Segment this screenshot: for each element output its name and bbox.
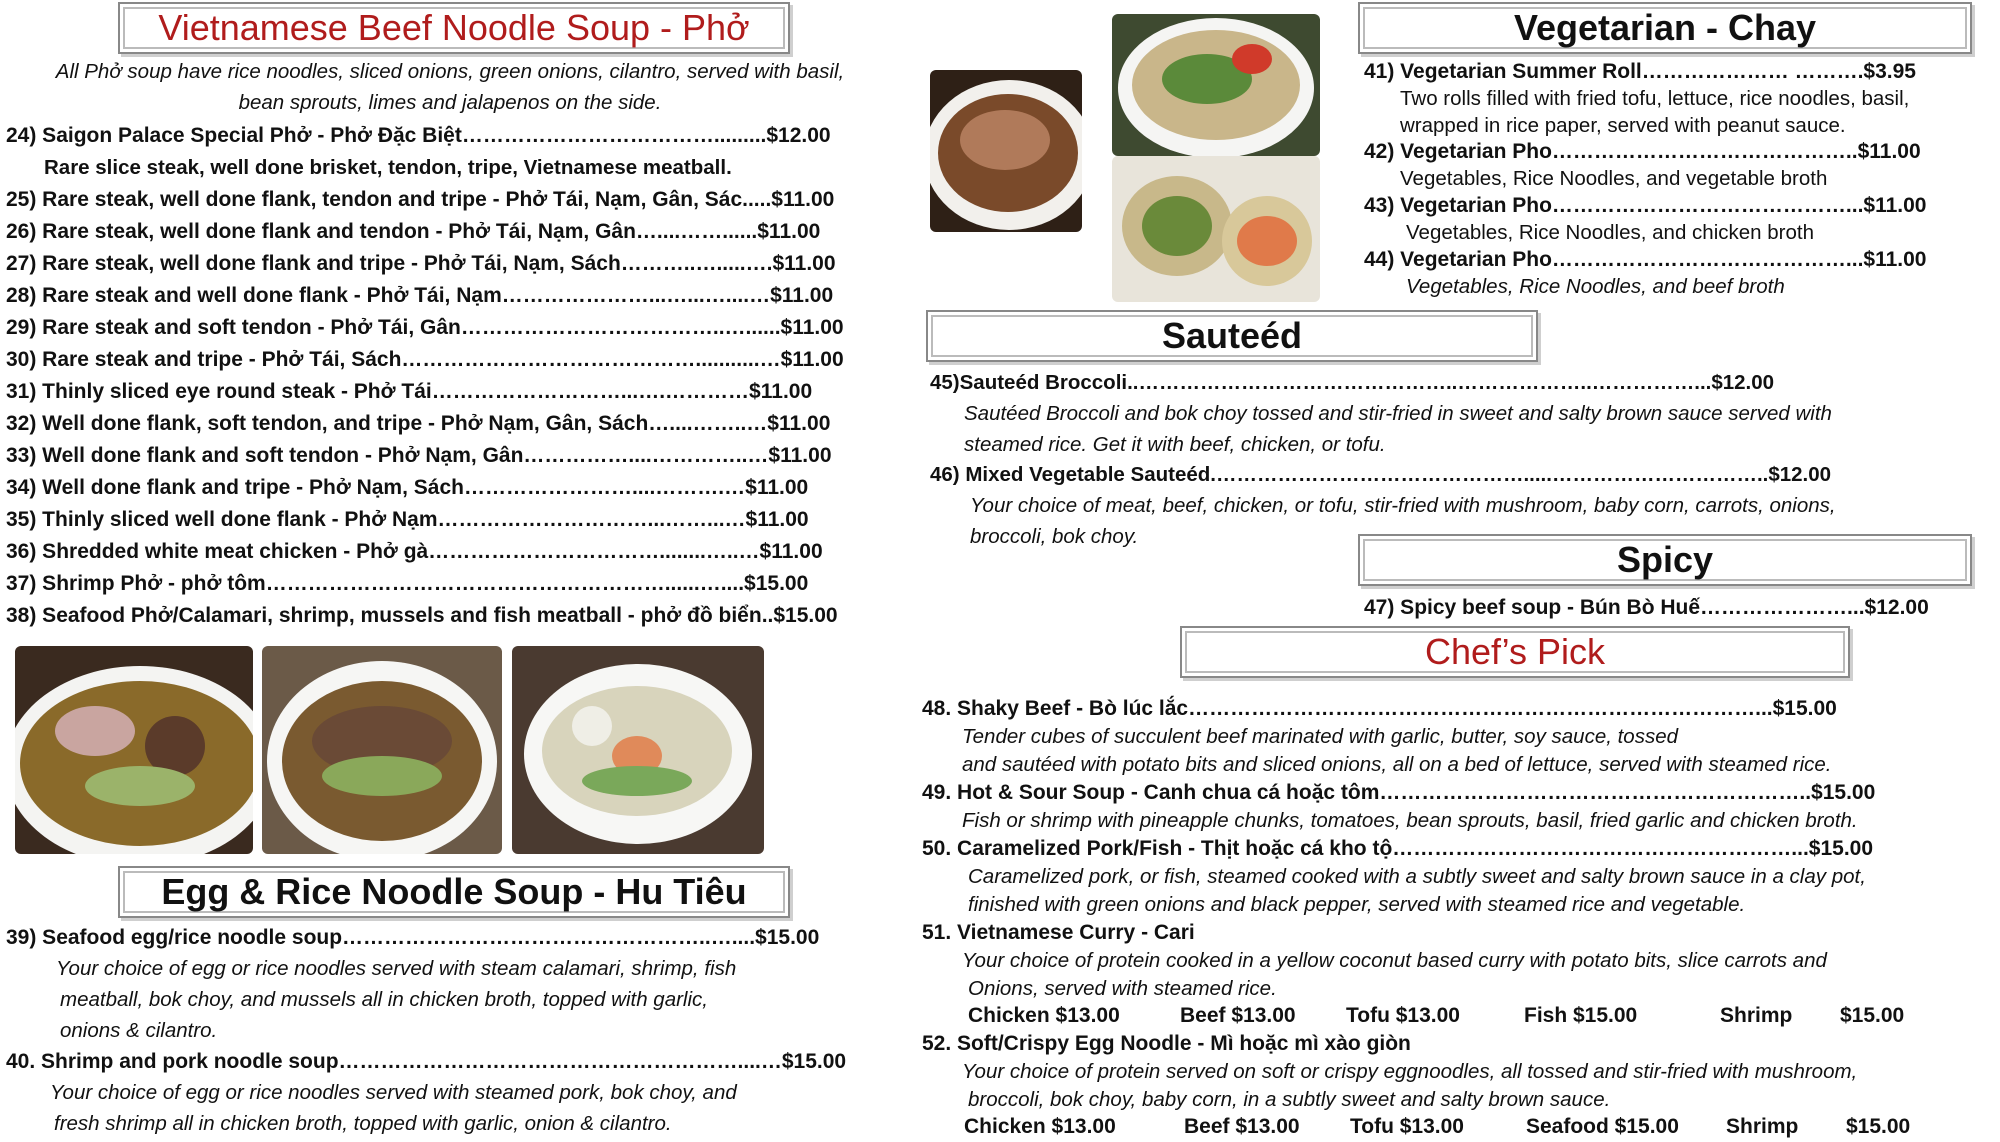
menu-item-desc: Sautéed Broccoli and bok choy tossed and stir-fried in sweet and salty brown sauce served with (964, 402, 1832, 425)
curry-option: Shrimp (1720, 1004, 1793, 1027)
menu-item-desc: Caramelized pork, or fish, steamed cooked with a subtly sweet and salty brown sauce in a clay pot, (968, 865, 1866, 888)
menu-item-desc: meatball, bok choy, and mussels all in chicken broth, topped with garlic, (60, 988, 708, 1011)
menu-item-desc: Fish or shrimp with pineapple chunks, tomatoes, bean sprouts, basil, fried garlic and chicken broth. (962, 809, 1858, 832)
summer-roll-photo (1112, 156, 1320, 302)
menu-item: 52. Soft/Crispy Egg Noodle - Mì hoặc mì xào giòn (922, 1032, 1411, 1055)
menu-item-desc: steamed rice. Get it with beef, chicken, or tofu. (964, 433, 1386, 456)
menu-item: 39) Seafood egg/rice noodle soup……………………………………………..…....$15.00 (6, 926, 820, 949)
menu-item: 48. Shaky Beef - Bò lúc lắc………………………………………………………………………...$15.00 (922, 697, 1837, 720)
pho-intro-line: bean sprouts, limes and jalapenos on the side. (238, 91, 662, 114)
menu-item: 25) Rare steak, well done flank, tendon and tripe - Phở Tái, Nạm, Gân, Sác.....$11.00 (6, 188, 835, 211)
curry-option: Beef $13.00 (1180, 1004, 1296, 1027)
menu-item: 37) Shrimp Phở - phở tôm…………………………………………………......…....$15.00 (6, 572, 809, 595)
menu-item-desc: wrapped in rice paper, served with peanut sauce. (1400, 114, 1846, 137)
menu-item: 30) Rare steak and tripe - Phở Tái, Sách……………………………………...........…$11.00 (6, 348, 844, 371)
menu-item: 31) Thinly sliced eye round steak - Phở Tái………………………...….…………$11.00 (6, 380, 813, 403)
menu-item-desc: Your choice of egg or rice noodles served with steamed pork, bok choy, and (50, 1081, 737, 1104)
hu-tieu-section-header: Egg & Rice Noodle Soup - Hu Tiêu (118, 866, 790, 918)
curry-option: Fish $15.00 (1524, 1004, 1638, 1027)
curry-option: Chicken $13.00 (968, 1004, 1120, 1027)
noodle-option: $15.00 (1846, 1115, 1911, 1138)
menu-item-desc: fresh shrimp all in chicken broth, topped with garlic, onion & cilantro. (54, 1112, 672, 1135)
menu-item-desc: Your choice of protein cooked in a yellow coconut based curry with potato bits, slice carrots and (962, 949, 1827, 972)
noodle-option: Beef $13.00 (1184, 1115, 1300, 1138)
vegetarian-pho-photo (1112, 14, 1320, 156)
menu-item-desc: broccoli, bok choy. (970, 525, 1139, 548)
menu-item: 36) Shredded white meat chicken - Phở gà……………………………........…..…$11.00 (6, 540, 823, 563)
menu-item: 27) Rare steak, well done flank and tripe - Phở Tái, Nạm, Sách………..….....….$11.00 (6, 252, 836, 275)
menu-item-desc: Onions, served with steamed rice. (968, 977, 1277, 1000)
pho-photo-1 (15, 646, 253, 854)
menu-item: 32) Well done flank, soft tendon, and tripe - Phở Nạm, Gân, Sách…....……..…$11.00 (6, 412, 831, 435)
menu-item-desc: Vegetables, Rice Noodles, and beef broth (1406, 275, 1785, 298)
pho-photo-2 (262, 646, 502, 854)
noodle-option: Shrimp (1726, 1115, 1799, 1138)
pho-intro-line: All Phở soup have rice noodles, sliced onions, green onions, cilantro, served with basil, (55, 60, 845, 83)
menu-item: 24) Saigon Palace Special Phở - Phở Đặc Biệt……………………………….........$12.00 (6, 124, 831, 147)
menu-item: 35) Thinly sliced well done flank - Phở Nạm…………………………...……...…$11.00 (6, 508, 809, 531)
menu-item: 26) Rare steak, well done flank and tendon - Phở Tái, Nạm, Gân…....……......$11.00 (6, 220, 821, 243)
menu-item-desc: Your choice of protein served on soft or crispy eggnoodles, all tossed and stir-fried with mushroom, (962, 1060, 1858, 1083)
curry-option: Tofu $13.00 (1346, 1004, 1460, 1027)
menu-item: 45)Sauteéd Broccoli..………………………………………..………………..……………...$12.00 (930, 371, 1775, 394)
menu-item-desc: Your choice of meat, beef, chicken, or tofu, stir-fried with mushroom, baby corn, carrots, onions, (970, 494, 1836, 517)
pho-section-header: Vietnamese Beef Noodle Soup - Phở (118, 2, 790, 54)
menu-item: 29) Rare steak and soft tendon - Phở Tái, Gân………………………………..…......$11.00 (6, 316, 844, 339)
menu-item: 40. Shrimp and pork noodle soup…………………………………………………....…$15.00 (6, 1050, 847, 1073)
menu-item: 47) Spicy beef soup - Bún Bò Huế…………………...$12.00 (1364, 596, 1929, 619)
menu-item: 50. Caramelized Pork/Fish - Thịt hoặc cá kho tộ…………………………………………………...$15.00 (922, 837, 1874, 860)
menu-item: 46) Mixed Vegetable Sauteéd.……………………………………….....…………………………..$12.00 (930, 463, 1832, 486)
noodle-option: Chicken $13.00 (964, 1115, 1116, 1138)
menu-item-desc: finished with green onions and black pepper, served with steamed rice and vegetable. (968, 893, 1746, 916)
noodle-option: Tofu $13.00 (1350, 1115, 1464, 1138)
menu-item: 38) Seafood Phở/Calamari, shrimp, mussels and fish meatball - phở đồ biển..$15.00 (6, 604, 838, 627)
menu-item: 49. Hot & Sour Soup - Canh chua cá hoặc tôm……………………………………………………..$15.00 (922, 781, 1876, 804)
menu-item-desc: Rare slice steak, well done brisket, tendon, tripe, Vietnamese meatball. (44, 156, 732, 179)
menu-item-desc: and sautéed with potato bits and sliced onions, all on a bed of lettuce, served with steamed rice. (962, 753, 1832, 776)
menu-item-desc: Tender cubes of succulent beef marinated with garlic, butter, soy sauce, tossed (962, 725, 1679, 748)
menu-item-desc: Vegetables, Rice Noodles, and chicken broth (1406, 221, 1814, 244)
menu-item-desc: broccoli, bok choy, baby corn, in a subtly sweet and salty brown sauce. (968, 1088, 1611, 1111)
menu-item: 41) Vegetarian Summer Roll………………… ……….$3.95 (1364, 60, 1916, 83)
menu-item: 44) Vegetarian Pho……………………………………...$11.00 (1364, 248, 1927, 271)
menu-item: 33) Well done flank and soft tendon - Phở Nạm, Gân……………....…………..…$11.00 (6, 444, 832, 467)
noodle-option: Seafood $15.00 (1526, 1115, 1679, 1138)
menu-item-desc: Two rolls filled with fried tofu, lettuce, rice noodles, basil, (1400, 87, 1910, 110)
menu-item-desc: Your choice of egg or rice noodles served with steam calamari, shrimp, fish (56, 957, 737, 980)
curry-option: $15.00 (1840, 1004, 1905, 1027)
spicy-section-header: Spicy (1358, 534, 1972, 586)
sauteed-section-header: Sauteéd (926, 310, 1538, 362)
menu-item: 51. Vietnamese Curry - Cari (922, 921, 1195, 944)
menu-item-desc: Vegetables, Rice Noodles, and vegetable broth (1400, 167, 1828, 190)
pho-bowl-photo (930, 70, 1082, 232)
pho-photo-3 (512, 646, 764, 854)
menu-item-desc: onions & cilantro. (60, 1019, 218, 1042)
vegetarian-section-header: Vegetarian - Chay (1358, 2, 1972, 54)
menu-item: 34) Well done flank and tripe - Phở Nạm, Sách……………………....……….…$11.00 (6, 476, 809, 499)
menu-item: 42) Vegetarian Pho……………………………………..$11.00 (1364, 140, 1921, 163)
chefs-pick-section-header: Chef’s Pick (1180, 626, 1850, 678)
menu-item: 28) Rare steak and well done flank - Phở Tái, Nạm…………………...…...…....…$11.00 (6, 284, 834, 307)
menu-item: 43) Vegetarian Pho……………………………………...$11.00 (1364, 194, 1927, 217)
